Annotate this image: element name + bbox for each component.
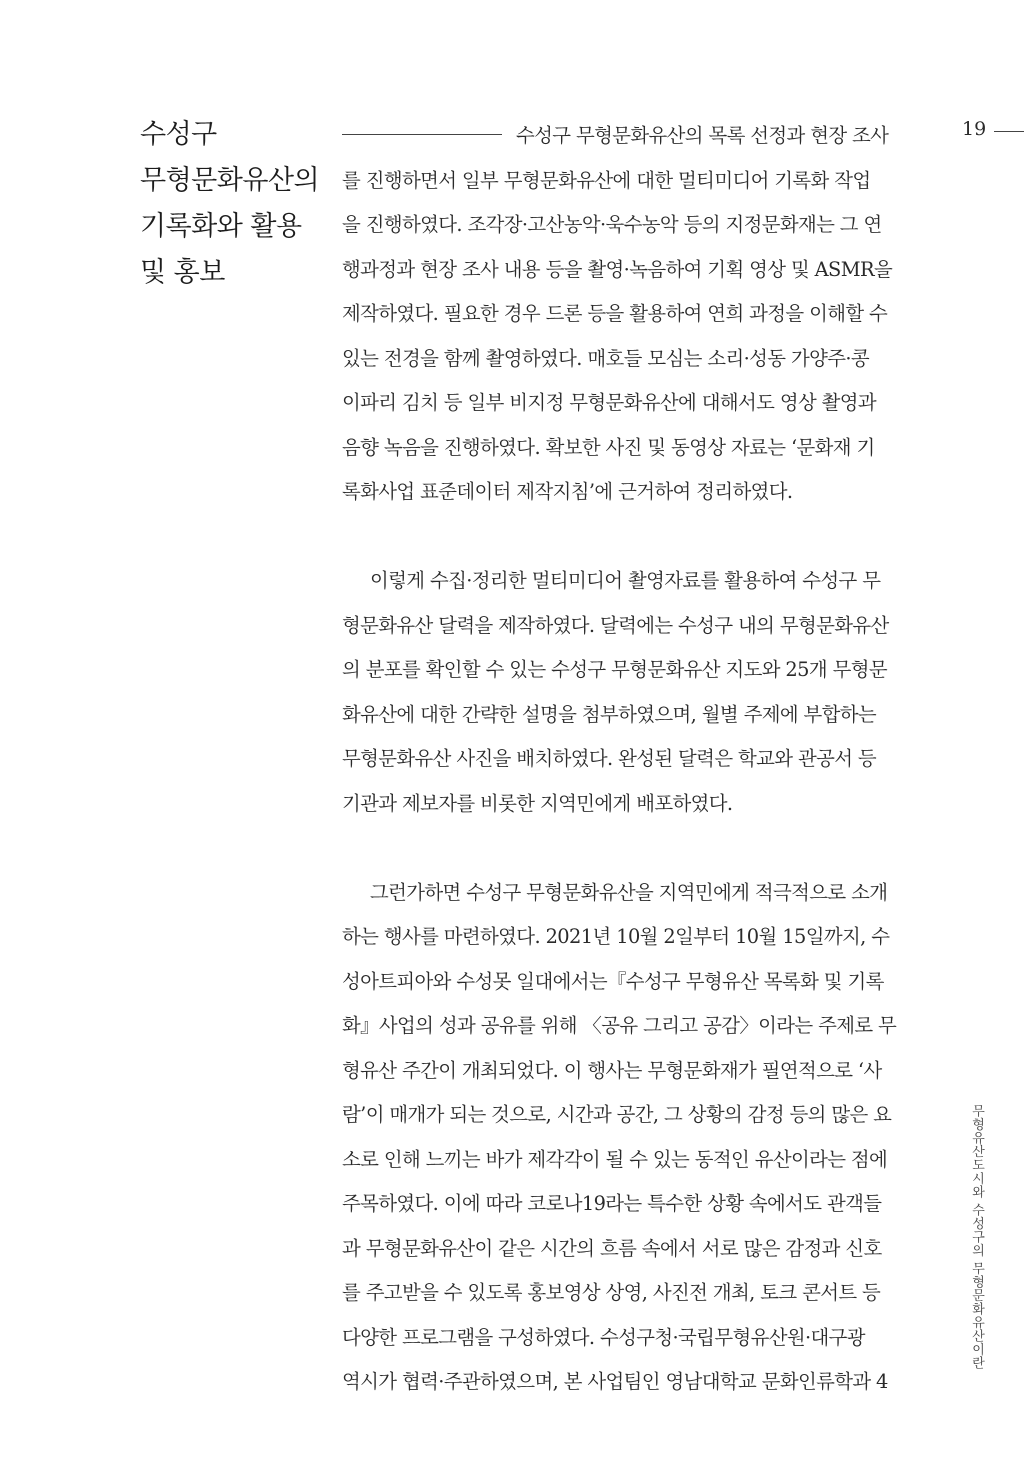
text-line: 이렇게 수집·정리한 멀티미디어 촬영자료를 활용하여 수성구 무 bbox=[370, 569, 881, 592]
text-line: 행과정과 현장 조사 내용 등을 촬영·녹음하여 기획 영상 및 ASMR을 bbox=[342, 257, 893, 281]
section-title-line: 기록화와 활용 bbox=[140, 211, 302, 242]
section-title-line: 수성구 bbox=[140, 119, 217, 150]
page-number: 19 bbox=[962, 118, 987, 140]
text-line: 주목하였다. 이에 따라 코로나19라는 특수한 상황 속에서도 관객들 bbox=[342, 1192, 882, 1215]
paragraph-3 bbox=[342, 871, 922, 1405]
text-line: 있는 전경을 함께 촬영하였다. 매호들 모심는 소리·성동 가양주·콩 bbox=[342, 346, 870, 370]
text-line: 를 주고받을 수 있도록 홍보영상 상영, 사진전 개최, 토크 콘서트 등 bbox=[342, 1281, 881, 1304]
lead-rule bbox=[342, 134, 502, 135]
text-line: 그런가하면 수성구 무형문화유산을 지역민에게 적극적으로 소개 bbox=[370, 880, 888, 904]
text-line: 소로 인해 느끼는 바가 제각각이 될 수 있는 동적인 유산이라는 점에 bbox=[342, 1147, 888, 1171]
text-line: 하는 행사를 마련하였다. 2021년 10월 2일부터 10월 15일까지, 수 bbox=[342, 925, 890, 948]
text-line: 제작하였다. 필요한 경우 드론 등을 활용하여 연희 과정을 이해할 수 bbox=[342, 302, 888, 325]
text-line: 를 진행하면서 일부 무형문화유산에 대한 멀티미디어 기록화 작업 bbox=[342, 168, 871, 192]
section-title-line: 무형문화유산의 bbox=[140, 165, 320, 196]
text-line: 록화사업 표준데이터 제작지침’에 근거하여 정리하였다. bbox=[342, 480, 793, 503]
text-line: 형유산 주간이 개최되었다. 이 행사는 무형문화재가 필연적으로 ‘사 bbox=[342, 1058, 882, 1082]
running-head: 무형유산도시와 수성구의 무형문화유산이란 bbox=[969, 1104, 984, 1370]
section-title bbox=[140, 112, 340, 296]
text-line: 기관과 제보자를 비롯한 지역민에게 배포하였다. bbox=[342, 791, 733, 815]
paragraph-2 bbox=[342, 559, 922, 826]
body-text bbox=[342, 114, 922, 1405]
text-line: 음향 녹음을 진행하였다. 확보한 사진 및 동영상 자료는 ‘문화재 기 bbox=[342, 435, 875, 459]
text-line: 의 분포를 확인할 수 있는 수성구 무형문화유산 지도와 25개 무형문 bbox=[342, 658, 887, 681]
text-line: 화유산에 대한 간략한 설명을 첨부하였으며, 월별 주제에 부합하는 bbox=[342, 702, 877, 726]
text-line: 성아트피아와 수성못 일대에서는『수성구 무형유산 목록화 및 기록 bbox=[342, 969, 884, 993]
paragraph-1 bbox=[342, 114, 922, 515]
text-line: 이파리 김치 등 일부 비지정 무형문화유산에 대해서도 영상 촬영과 bbox=[342, 391, 877, 414]
text-line: 형문화유산 달력을 제작하였다. 달력에는 수성구 내의 무형문화유산 bbox=[342, 613, 889, 637]
text-line: 역시가 협력·주관하였으며, 본 사업팀인 영남대학교 문화인류학과 4 bbox=[342, 1370, 888, 1393]
text-line: 화』사업의 성과 공유를 위해 〈공유 그리고 공감〉이라는 주제로 무 bbox=[342, 1014, 897, 1037]
text-line: 다양한 프로그램을 구성하였다. 수성구청·국립무형유산원·대구광 bbox=[342, 1325, 865, 1349]
text-line: 을 진행하였다. 조각장·고산농악·욱수농악 등의 지정문화재는 그 연 bbox=[342, 213, 882, 236]
section-title-line: 및 홍보 bbox=[140, 257, 225, 288]
text-line: 과 무형문화유산이 같은 시간의 흐름 속에서 서로 많은 감정과 신호 bbox=[342, 1236, 882, 1260]
text-line: 람’이 매개가 되는 것으로, 시간과 공간, 그 상황의 감정 등의 많은 요 bbox=[342, 1103, 892, 1126]
text-line: 수성구 무형문화유산의 목록 선정과 현장 조사 bbox=[516, 124, 889, 147]
text-line: 무형문화유산 사진을 배치하였다. 완성된 달력은 학교와 관공서 등 bbox=[342, 747, 877, 770]
page-number-rule bbox=[994, 131, 1024, 132]
